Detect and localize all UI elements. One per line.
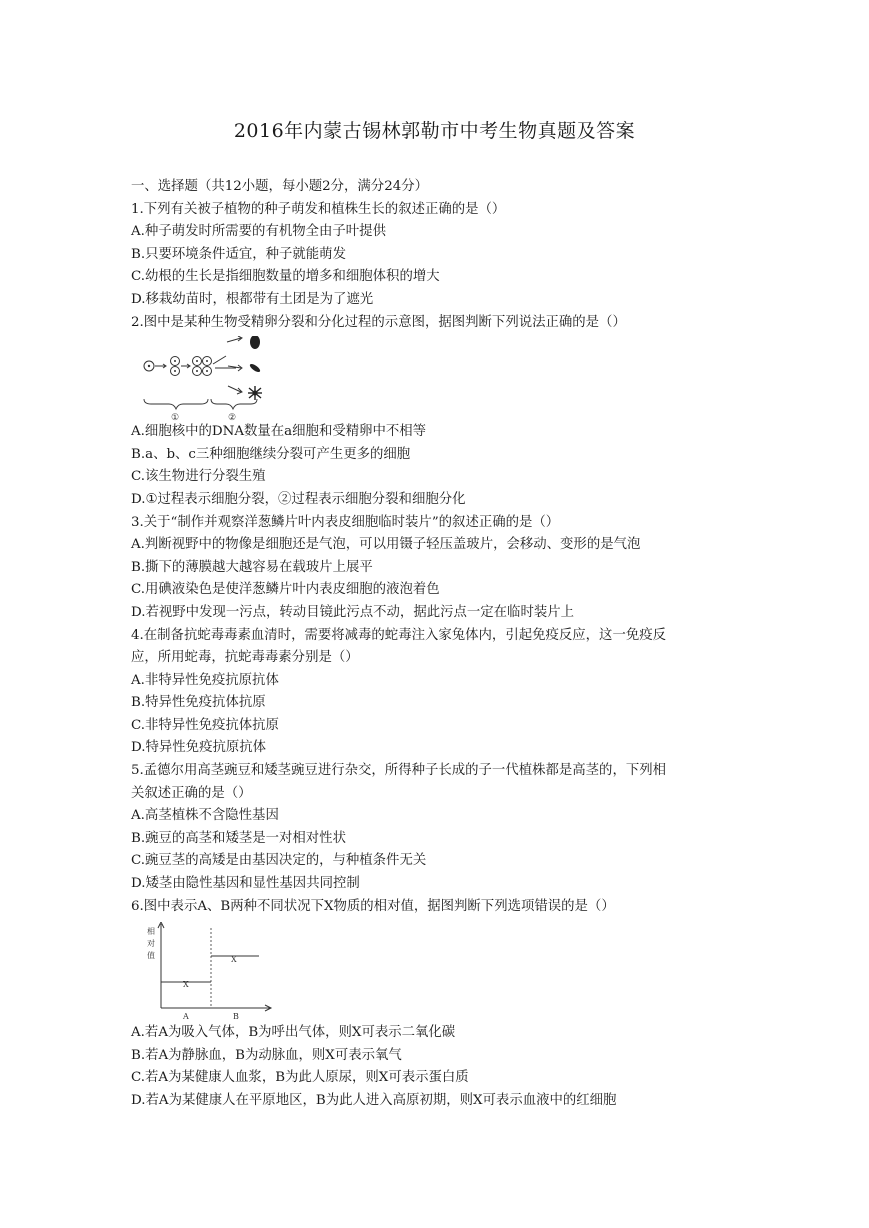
differentiated-cell-a bbox=[250, 336, 260, 349]
document-body bbox=[131, 176, 751, 1113]
brace-1 bbox=[144, 399, 208, 409]
option-a: A.判断视野中的物像是细胞还是气泡，可以用镊子轻压盖玻片，会移动、变形的是气泡 bbox=[131, 537, 641, 553]
option-d: D.移栽幼苗时，根都带有土团是为了遮光 bbox=[131, 291, 374, 307]
option-a: A.非特异性免疫抗原抗体 bbox=[131, 672, 279, 688]
option-b: B.若A为静脉血，B为动脉血，则X可表示氧气 bbox=[131, 1047, 402, 1063]
question-stem: 5.孟德尔用高茎豌豆和矮茎豌豆进行杂交，所得种子长成的子一代植株都是高茎的，下列相 bbox=[131, 763, 667, 779]
question-stem: 2.图中是某种生物受精卵分裂和分化过程的示意图，据图判断下列说法正确的是（） bbox=[131, 314, 626, 330]
differentiated-cell-b bbox=[249, 363, 262, 374]
option-a: A.种子萌发时所需要的有机物全由子叶提供 bbox=[131, 224, 386, 240]
ylabel-char-1: 相 bbox=[147, 927, 155, 937]
process-1-label: ① bbox=[171, 413, 180, 422]
ylabel-char-2: 对 bbox=[147, 939, 155, 949]
option-d: D.特异性免疫抗原抗体 bbox=[131, 740, 267, 756]
option-c: C.幼根的生长是指细胞数量的增多和细胞体积的增大 bbox=[131, 269, 440, 285]
option-d: D.若A为某健康人在平原地区，B为此人进入高原初期，则X可表示血液中的红细胞 bbox=[131, 1093, 617, 1108]
brace-2 bbox=[211, 399, 257, 409]
option-c: C.用碘液染色是使洋葱鳞片叶内表皮细胞的液泡着色 bbox=[131, 582, 440, 598]
option-c: C.若A为某健康人血浆，B为此人原尿，则X可表示蛋白质 bbox=[131, 1070, 469, 1086]
option-b: B.豌豆的高茎和矮茎是一对相对性状 bbox=[131, 830, 346, 846]
question-stem: 4.在制备抗蛇毒毒素血清时，需要将减毒的蛇毒注入家兔体内，引起免疫反应，这一免疫反 bbox=[131, 627, 667, 643]
bar-b-label: X bbox=[231, 955, 237, 965]
bar-a-label: X bbox=[183, 980, 189, 990]
option-b: B.撕下的薄膜越大越容易在载玻片上展平 bbox=[131, 559, 373, 575]
question-2 bbox=[131, 312, 751, 512]
cell-division-figure bbox=[141, 336, 751, 421]
section-heading: 一、选择题（共12小题，每小题2分，满分24分） bbox=[131, 179, 429, 194]
question-4 bbox=[131, 625, 751, 761]
question-5 bbox=[131, 760, 751, 896]
option-b: B.只要环境条件适宜，种子就能萌发 bbox=[131, 246, 346, 262]
question-stem: 6.图中表示A、B两种不同状况下X物质的相对值，据图判断下列选项错误的是（） bbox=[131, 898, 615, 914]
option-d: D.若视野中发现一污点，转动目镜此污点不动，据此污点一定在临时装片上 bbox=[131, 604, 575, 620]
option-c: C.豌豆茎的高矮是由基因决定的，与种植条件无关 bbox=[131, 853, 427, 869]
x-category-a: A bbox=[183, 1012, 189, 1022]
question-stem-cont: 应，所用蛇毒，抗蛇毒毒素分别是（） bbox=[131, 650, 359, 666]
option-c: C.非特异性免疫抗体抗原 bbox=[131, 717, 279, 733]
document-title: 2016年内蒙古锡林郭勒市中考生物真题及答案 bbox=[233, 120, 636, 142]
question-3 bbox=[131, 512, 751, 625]
question-6 bbox=[131, 896, 751, 1113]
option-b: B.特异性免疫抗体抗原 bbox=[131, 695, 266, 711]
question-stem-cont: 关叙述正确的是（） bbox=[131, 785, 252, 801]
question-1 bbox=[131, 199, 751, 312]
option-a: A.细胞核中的DNA数量在a细胞和受精卵中不相等 bbox=[131, 424, 427, 440]
x-category-b: B bbox=[233, 1012, 239, 1022]
ylabel-char-3: 值 bbox=[147, 951, 155, 961]
option-c: C.该生物进行分裂生殖 bbox=[131, 469, 266, 485]
option-d: D.矮茎由隐性基因和显性基因共同控制 bbox=[131, 876, 360, 892]
option-b: B.a、b、c三种细胞继续分裂可产生更多的细胞 bbox=[131, 446, 411, 462]
question-stem: 1.下列有关被子植物的种子萌发和植株生长的叙述正确的是（） bbox=[131, 201, 506, 217]
question-stem: 3.关于“制作并观察洋葱鳞片叶内表皮细胞临时装片”的叙述正确的是（） bbox=[131, 514, 560, 530]
option-d: D.①过程表示细胞分裂，②过程表示细胞分裂和细胞分化 bbox=[131, 491, 466, 507]
option-a: A.若A为吸入气体，B为呼出气体，则X可表示二氧化碳 bbox=[131, 1025, 456, 1041]
relative-value-figure bbox=[141, 922, 751, 1022]
process-2-label: ② bbox=[228, 413, 237, 422]
relative-value-chart bbox=[141, 922, 281, 1022]
option-a: A.高茎植株不含隐性基因 bbox=[131, 808, 279, 824]
cell-division-diagram bbox=[141, 336, 291, 421]
